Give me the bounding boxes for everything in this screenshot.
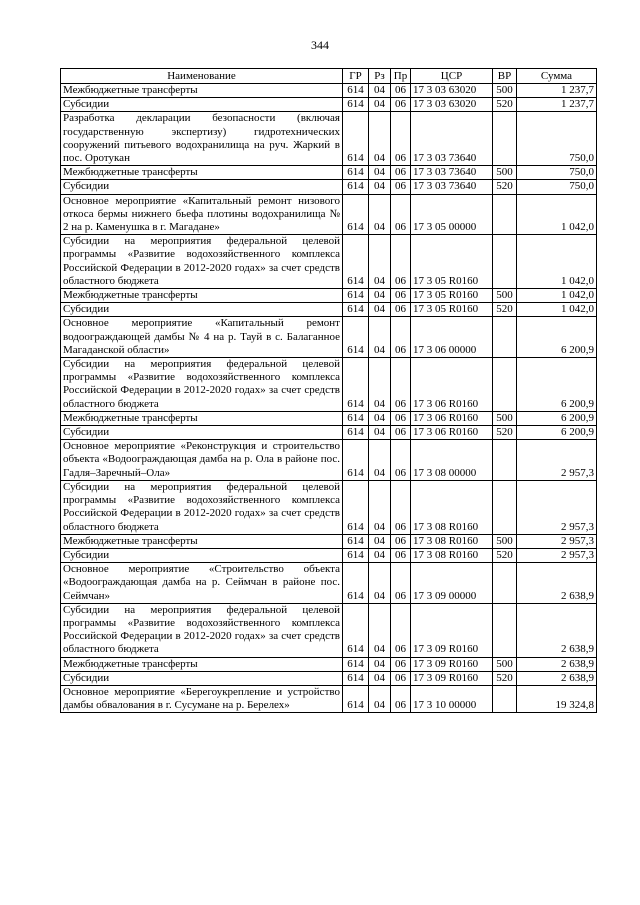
cell-vr	[493, 317, 517, 358]
cell-rz: 04	[369, 235, 391, 289]
table-row	[61, 440, 597, 481]
table-row	[61, 289, 597, 303]
cell-sum: 1 042,0	[517, 194, 597, 235]
cell-pr: 06	[391, 194, 411, 235]
table-body	[61, 84, 597, 713]
cell-vr: 500	[493, 534, 517, 548]
cell-sum: 19 324,8	[517, 685, 597, 712]
table-row	[61, 671, 597, 685]
cell-name: Межбюджетные трансферты	[61, 289, 343, 303]
cell-name: Субсидии на мероприятия федеральной целевой программы «Развитие водохозяйственного комплекса Российской Федерации в 2012-2020 годах» за счет средств областного бюджета	[61, 603, 343, 657]
cell-pr: 06	[391, 411, 411, 425]
cell-pr: 06	[391, 112, 411, 166]
cell-gr: 614	[343, 358, 369, 412]
cell-csr: 17 3 03 63020	[411, 84, 493, 98]
cell-csr: 17 3 05 00000	[411, 194, 493, 235]
cell-sum: 6 200,9	[517, 411, 597, 425]
cell-sum: 2 957,3	[517, 480, 597, 534]
cell-gr: 614	[343, 440, 369, 481]
cell-sum: 2 638,9	[517, 563, 597, 604]
table-row	[61, 603, 597, 657]
cell-pr: 06	[391, 289, 411, 303]
cell-vr	[493, 194, 517, 235]
header-rz: Рз	[369, 69, 391, 84]
cell-vr: 500	[493, 657, 517, 671]
cell-pr: 06	[391, 657, 411, 671]
table-row	[61, 657, 597, 671]
table-row	[61, 112, 597, 166]
cell-name: Межбюджетные трансферты	[61, 411, 343, 425]
cell-sum: 750,0	[517, 180, 597, 194]
cell-name: Субсидии	[61, 180, 343, 194]
cell-csr: 17 3 05 R0160	[411, 303, 493, 317]
cell-gr: 614	[343, 426, 369, 440]
cell-csr: 17 3 05 R0160	[411, 235, 493, 289]
table-row	[61, 685, 597, 712]
cell-name: Основное мероприятие «Капитальный ремонт водоограждающей дамбы № 4 на р. Тауй в с. Балаганное Магаданской области»	[61, 317, 343, 358]
cell-vr: 520	[493, 303, 517, 317]
cell-pr: 06	[391, 235, 411, 289]
cell-csr: 17 3 09 00000	[411, 563, 493, 604]
header-gr: ГР	[343, 69, 369, 84]
cell-gr: 614	[343, 235, 369, 289]
cell-sum: 6 200,9	[517, 317, 597, 358]
cell-name: Субсидии на мероприятия федеральной целевой программы «Развитие водохозяйственного комплекса Российской Федерации в 2012-2020 годах» за счет средств областного бюджета	[61, 235, 343, 289]
table-row	[61, 317, 597, 358]
cell-name: Межбюджетные трансферты	[61, 84, 343, 98]
cell-rz: 04	[369, 180, 391, 194]
cell-pr: 06	[391, 563, 411, 604]
cell-pr: 06	[391, 534, 411, 548]
cell-name: Субсидии	[61, 303, 343, 317]
cell-sum: 2 638,9	[517, 603, 597, 657]
cell-vr: 500	[493, 411, 517, 425]
cell-rz: 04	[369, 98, 391, 112]
cell-gr: 614	[343, 480, 369, 534]
cell-gr: 614	[343, 563, 369, 604]
cell-gr: 614	[343, 317, 369, 358]
cell-name: Основное мероприятие «Строительство объекта «Водоограждающая дамба на р. Сеймчан в районе пос. Сеймчан»	[61, 563, 343, 604]
cell-pr: 06	[391, 603, 411, 657]
cell-sum: 6 200,9	[517, 426, 597, 440]
cell-rz: 04	[369, 685, 391, 712]
cell-vr: 520	[493, 426, 517, 440]
cell-rz: 04	[369, 426, 391, 440]
cell-name: Субсидии	[61, 671, 343, 685]
cell-csr: 17 3 06 R0160	[411, 358, 493, 412]
cell-rz: 04	[369, 671, 391, 685]
cell-vr: 500	[493, 289, 517, 303]
cell-csr: 17 3 05 R0160	[411, 289, 493, 303]
cell-rz: 04	[369, 603, 391, 657]
cell-vr: 520	[493, 98, 517, 112]
cell-csr: 17 3 03 73640	[411, 112, 493, 166]
table-row	[61, 548, 597, 562]
table-row	[61, 84, 597, 98]
cell-vr	[493, 603, 517, 657]
cell-pr: 06	[391, 426, 411, 440]
cell-sum: 1 042,0	[517, 235, 597, 289]
cell-gr: 614	[343, 657, 369, 671]
table-row	[61, 166, 597, 180]
cell-rz: 04	[369, 166, 391, 180]
cell-sum: 2 957,3	[517, 548, 597, 562]
cell-gr: 614	[343, 98, 369, 112]
cell-sum: 750,0	[517, 166, 597, 180]
cell-name: Межбюджетные трансферты	[61, 166, 343, 180]
cell-rz: 04	[369, 480, 391, 534]
cell-vr	[493, 358, 517, 412]
table-row	[61, 534, 597, 548]
cell-csr: 17 3 08 R0160	[411, 480, 493, 534]
cell-vr	[493, 480, 517, 534]
cell-name: Межбюджетные трансферты	[61, 534, 343, 548]
cell-vr	[493, 235, 517, 289]
header-vr: ВР	[493, 69, 517, 84]
cell-csr: 17 3 06 00000	[411, 317, 493, 358]
budget-table	[60, 68, 597, 713]
cell-gr: 614	[343, 548, 369, 562]
cell-vr	[493, 440, 517, 481]
cell-sum: 750,0	[517, 112, 597, 166]
header-csr: ЦСР	[411, 69, 493, 84]
header-name: Наименование	[61, 69, 343, 84]
cell-csr: 17 3 03 73640	[411, 180, 493, 194]
cell-rz: 04	[369, 358, 391, 412]
cell-rz: 04	[369, 440, 391, 481]
cell-name: Субсидии	[61, 426, 343, 440]
page-number: 344	[311, 38, 329, 52]
cell-pr: 06	[391, 480, 411, 534]
cell-pr: 06	[391, 166, 411, 180]
cell-csr: 17 3 10 00000	[411, 685, 493, 712]
cell-pr: 06	[391, 303, 411, 317]
cell-vr: 520	[493, 180, 517, 194]
table-row	[61, 98, 597, 112]
cell-rz: 04	[369, 84, 391, 98]
cell-csr: 17 3 08 R0160	[411, 534, 493, 548]
cell-pr: 06	[391, 84, 411, 98]
cell-sum: 6 200,9	[517, 358, 597, 412]
table-row	[61, 358, 597, 412]
cell-pr: 06	[391, 358, 411, 412]
cell-csr: 17 3 08 R0160	[411, 548, 493, 562]
cell-csr: 17 3 03 73640	[411, 166, 493, 180]
cell-rz: 04	[369, 534, 391, 548]
cell-gr: 614	[343, 166, 369, 180]
cell-csr: 17 3 09 R0160	[411, 603, 493, 657]
cell-gr: 614	[343, 84, 369, 98]
header-sum: Сумма	[517, 69, 597, 84]
cell-csr: 17 3 08 00000	[411, 440, 493, 481]
cell-gr: 614	[343, 289, 369, 303]
cell-name: Основное мероприятие «Капитальный ремонт низового откоса бермы нижнего бьефа плотины водохранилища № 2 на р. Каменушка в г. Магадане»	[61, 194, 343, 235]
cell-pr: 06	[391, 440, 411, 481]
cell-name: Субсидии на мероприятия федеральной целевой программы «Развитие водохозяйственного комплекса Российской Федерации в 2012-2020 годах» за счет средств областного бюджета	[61, 358, 343, 412]
cell-csr: 17 3 06 R0160	[411, 426, 493, 440]
cell-pr: 06	[391, 671, 411, 685]
cell-rz: 04	[369, 303, 391, 317]
cell-gr: 614	[343, 534, 369, 548]
table-row	[61, 563, 597, 604]
cell-csr: 17 3 09 R0160	[411, 671, 493, 685]
cell-rz: 04	[369, 112, 391, 166]
cell-vr: 520	[493, 671, 517, 685]
cell-rz: 04	[369, 657, 391, 671]
cell-sum: 2 638,9	[517, 657, 597, 671]
cell-sum: 2 638,9	[517, 671, 597, 685]
cell-pr: 06	[391, 317, 411, 358]
cell-sum: 1 042,0	[517, 303, 597, 317]
table-row	[61, 194, 597, 235]
cell-rz: 04	[369, 563, 391, 604]
cell-name: Субсидии	[61, 548, 343, 562]
cell-vr: 500	[493, 84, 517, 98]
cell-rz: 04	[369, 317, 391, 358]
cell-rz: 04	[369, 411, 391, 425]
table-row	[61, 480, 597, 534]
cell-name: Субсидии	[61, 98, 343, 112]
cell-name: Разработка декларации безопасности (включая государственную экспертизу) гидротехнических сооружений питьевого водохранилища на руч. Жаркий в пос. Оротукан	[61, 112, 343, 166]
cell-pr: 06	[391, 180, 411, 194]
cell-gr: 614	[343, 603, 369, 657]
cell-gr: 614	[343, 303, 369, 317]
cell-csr: 17 3 09 R0160	[411, 657, 493, 671]
cell-sum: 1 237,7	[517, 98, 597, 112]
cell-pr: 06	[391, 685, 411, 712]
cell-sum: 1 237,7	[517, 84, 597, 98]
cell-pr: 06	[391, 548, 411, 562]
cell-vr	[493, 685, 517, 712]
cell-gr: 614	[343, 112, 369, 166]
cell-vr	[493, 112, 517, 166]
table-row	[61, 180, 597, 194]
cell-vr	[493, 563, 517, 604]
cell-sum: 2 957,3	[517, 440, 597, 481]
table-row	[61, 303, 597, 317]
cell-gr: 614	[343, 671, 369, 685]
cell-rz: 04	[369, 548, 391, 562]
cell-name: Основное мероприятие «Берегоукрепление и устройство дамбы обвалования в г. Сусумане на р. Берелех»	[61, 685, 343, 712]
cell-sum: 1 042,0	[517, 289, 597, 303]
cell-rz: 04	[369, 194, 391, 235]
table-header-row	[61, 69, 597, 84]
cell-name: Основное мероприятие «Реконструкция и строительство объекта «Водоограждающая дамба на р. Ола в районе пос. Гадля–Заречный–Ола»	[61, 440, 343, 481]
cell-name: Субсидии на мероприятия федеральной целевой программы «Развитие водохозяйственного комплекса Российской Федерации в 2012-2020 годах» за счет средств областного бюджета	[61, 480, 343, 534]
cell-rz: 04	[369, 289, 391, 303]
cell-sum: 2 957,3	[517, 534, 597, 548]
cell-vr: 500	[493, 166, 517, 180]
cell-gr: 614	[343, 411, 369, 425]
cell-vr: 520	[493, 548, 517, 562]
cell-name: Межбюджетные трансферты	[61, 657, 343, 671]
table-row	[61, 411, 597, 425]
cell-gr: 614	[343, 180, 369, 194]
cell-gr: 614	[343, 194, 369, 235]
cell-csr: 17 3 06 R0160	[411, 411, 493, 425]
table-row	[61, 426, 597, 440]
table-row	[61, 235, 597, 289]
header-pr: Пр	[391, 69, 411, 84]
cell-pr: 06	[391, 98, 411, 112]
cell-csr: 17 3 03 63020	[411, 98, 493, 112]
cell-gr: 614	[343, 685, 369, 712]
